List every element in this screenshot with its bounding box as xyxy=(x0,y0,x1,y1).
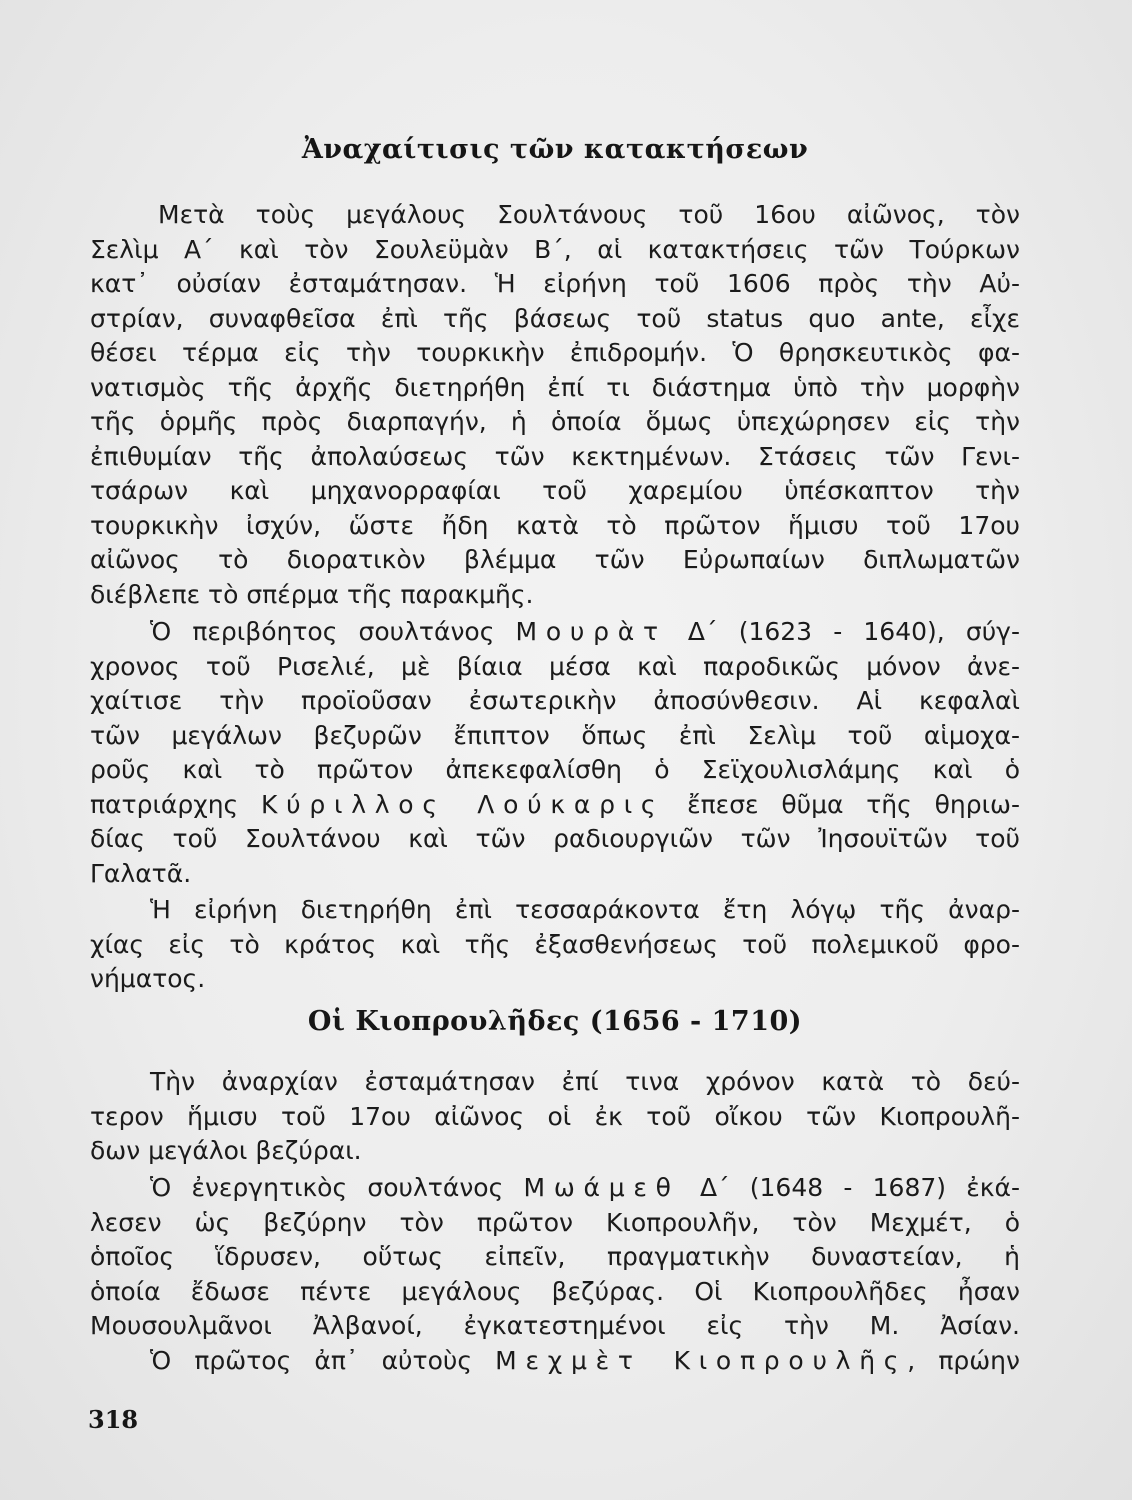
paragraph xyxy=(90,893,1020,997)
text-line: Μουσουλμᾶνοι Ἀλβανοί, ἐγκατεστημένοι εἰς τὴν Μ. Ἀσίαν. xyxy=(90,1311,1020,1340)
text-line: κατ᾽ οὐσίαν ἐσταμάτησαν. Ἡ εἰρήνη τοῦ 1606 πρὸς τὴν Αὐ- xyxy=(90,269,1020,298)
text-line xyxy=(90,788,1020,823)
letterspaced-name: Μουρὰτ xyxy=(515,617,667,646)
text-segment: Ὁ πρῶτος ἀπ᾽ αὐτοὺς xyxy=(150,1346,496,1375)
text-segment: Δ΄ (1648 - 1687) ἐκά- xyxy=(679,1173,1020,1202)
paragraph xyxy=(90,615,1020,891)
text-line: δίας τοῦ Σουλτάνου καὶ τῶν ραδιουργιῶν τῶν Ἰησουϊτῶν τοῦ xyxy=(90,824,1020,853)
text-line: Γαλατᾶ. xyxy=(90,858,192,888)
text-line: χίας εἰς τὸ κράτος καὶ τῆς ἐξασθενήσεως τοῦ πολεμικοῦ φρο- xyxy=(90,929,1020,959)
text-line: νατισμὸς τῆς ἀρχῆς διετηρήθη ἐπί τι διάστημα ὑπὸ τὴν μορφὴν xyxy=(90,372,1020,402)
text-line: τουρκικὴν ἰσχύν, ὥστε ἤδη κατὰ τὸ πρῶτον ἥμισυ τοῦ 17ου xyxy=(90,510,1020,540)
section-heading: Οἱ Κιοπρουλῆδες (1656 - 1710) xyxy=(307,1006,803,1037)
text-line: λεσεν ὡς βεζύρην τὸν πρῶτον Κιοπρουλῆν, τὸν Μεχμέτ, ὁ xyxy=(90,1207,1020,1237)
text-line xyxy=(90,615,1020,650)
letterspaced-name: Κύριλλος Λούκαρις xyxy=(261,789,665,819)
text-line: Τὴν ἀναρχίαν ἐσταμάτησαν ἐπί τινα χρόνον κατὰ τὸ δεύ- xyxy=(150,1067,1020,1096)
text-line xyxy=(90,1171,1020,1206)
paragraph xyxy=(90,1065,1020,1169)
text-line: αἰῶνος τὸ διορατικὸν βλέμμα τῶν Εὐρωπαίων διπλωματῶν xyxy=(90,545,1020,574)
text-line: διέβλεπε τὸ σπέρμα τῆς παρακμῆς. xyxy=(90,579,534,609)
text-line xyxy=(90,1344,1020,1379)
text-line: ροῦς καὶ τὸ πρῶτον ἀπεκεφαλίσθη ὁ Σεϊχουλισλάμης καὶ ὁ xyxy=(90,755,1020,784)
text-segment: Δ΄ (1623 - 1640), σύγ- xyxy=(666,617,1020,646)
text-line: τῶν μεγάλων βεζυρῶν ἔπιπτον ὅπως ἐπὶ Σελὶμ τοῦ αἱμοχα- xyxy=(90,720,1020,750)
text-line: Σελὶμ Α΄ καὶ τὸν Σουλεϋμὰν Β΄, αἱ κατακτήσεις τῶν Τούρκων xyxy=(90,234,1020,264)
text-line: χαίτισε τὴν προϊοῦσαν ἐσωτερικὴν ἀποσύνθεσιν. Αἱ κεφαλαὶ xyxy=(90,686,1020,715)
page-number: 318 xyxy=(88,1405,139,1434)
text-segment: πατριάρχης xyxy=(90,789,261,819)
letterspaced-name: Μεχμὲτ Κιοπρουλῆς xyxy=(495,1346,908,1375)
text-line: θέσει τέρμα εἰς τὴν τουρκικὴν ἐπιδρομήν. Ὁ θρησκευτικὸς φα- xyxy=(90,338,1020,367)
text-line: δων μεγάλοι βεζύραι. xyxy=(90,1136,362,1165)
text-line: νήματος. xyxy=(90,964,206,993)
text-segment: , πρώην xyxy=(907,1346,1020,1375)
text-segment: ἔπεσε θῦμα τῆς θηριω- xyxy=(664,789,1020,819)
letterspaced-name: Μωάμεθ xyxy=(523,1173,680,1202)
text-line: τσάρων καὶ μηχανορραφίαι τοῦ χαρεμίου ὑπέσκαπτον τὴν xyxy=(90,476,1020,505)
paragraph xyxy=(90,198,1020,612)
section-heading: Ἀναχαίτισις τῶν κατακτήσεων xyxy=(301,134,809,165)
paragraph xyxy=(90,1171,1020,1344)
text-line: ὁποῖος ἵδρυσεν, οὕτως εἰπεῖν, πραγματικὴν δυναστείαν, ἡ xyxy=(90,1242,1020,1271)
text-line: Μετὰ τοὺς μεγάλους Σουλτάνους τοῦ 16ου αἰῶνος, τὸν xyxy=(158,200,1020,229)
text-line: ὁποία ἔδωσε πέντε μεγάλους βεζύρας. Οἱ Κιοπρουλῆδες ἦσαν xyxy=(90,1276,1020,1306)
text-line: ἐπιθυμίαν τῆς ἀπολαύσεως τῶν κεκτημένων. Στάσεις τῶν Γενι- xyxy=(90,441,1020,471)
text-line: τερον ἥμισυ τοῦ 17ου αἰῶνος οἱ ἐκ τοῦ οἴκου τῶν Κιοπρουλῆ- xyxy=(90,1101,1020,1131)
paragraph xyxy=(90,1344,1020,1379)
text-line: τῆς ὁρμῆς πρὸς διαρπαγήν, ἡ ὁποία ὅμως ὑπεχώρησεν εἰς τὴν xyxy=(90,407,1020,436)
text-line: χρονος τοῦ Ρισελιέ, μὲ βίαια μέσα καὶ παροδικῶς μόνον ἀνε- xyxy=(90,651,1020,681)
text-segment: Ὁ περιβόητος σουλτάνος xyxy=(150,617,516,646)
text-segment: Ὁ ἐνεργητικὸς σουλτάνος xyxy=(150,1173,524,1202)
text-line: Ἡ εἰρήνη διετηρήθη ἐπὶ τεσσαράκοντα ἔτη λόγῳ τῆς ἀναρ- xyxy=(150,895,1020,924)
text-line: στρίαν, συναφθεῖσα ἐπὶ τῆς βάσεως τοῦ status quo ante, εἶχε xyxy=(90,303,1020,333)
